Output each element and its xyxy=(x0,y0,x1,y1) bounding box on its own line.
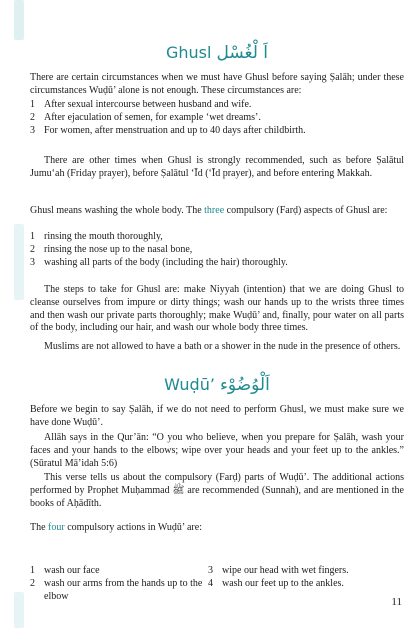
list-item xyxy=(30,244,404,257)
list-text: wash our feet up to the ankles. xyxy=(222,577,344,589)
list-number: 3 xyxy=(208,565,213,576)
page-edge-tab xyxy=(14,592,24,628)
list-number: 4 xyxy=(208,577,213,589)
ghusl-aspects-list xyxy=(30,231,404,269)
ghusl-steps: The steps to take for Ghusl are: make Niyyah (intention) that we are doing Ghusl to cleanse ourselves from impure or dirty things; wash our hands up to the wrists three times and then wash our private parts thoroughly; make Wuḍū’ and, finally, pour water on all parts of the body, including our hair, and wash our whole body three times. xyxy=(30,284,404,334)
list-text: wash our face xyxy=(44,565,100,576)
ghusl-heading-text: Ghusl xyxy=(165,43,212,62)
actions-highlight: four xyxy=(48,522,65,533)
list-text: wipe our head with wet fingers. xyxy=(222,565,349,576)
page-edge-tab xyxy=(14,224,24,300)
list-text: washing all parts of the body (including the hair) thoroughly. xyxy=(44,256,288,268)
list-number: 2 xyxy=(30,243,35,255)
list-item xyxy=(30,257,404,270)
wudu-sunnah-note: This verse tells us about the compulsory (Farḍ) parts of Wuḍū’. The additional actions performed by Prophet Muḥammad ﷺ are recommended (Sunnah), and are mentioned in the books of Aḥādīth. xyxy=(30,472,404,509)
wudu-actions-list xyxy=(30,565,404,603)
ghusl-recommended: There are other times when Ghusl is strongly recommended, such as before Ṣalātul Jumu‘ah (Friday prayer), before Ṣalātul ‘Īd (‘Īd prayer), and before entering Makkah. xyxy=(30,155,404,179)
ghusl-nude-rule: Muslims are not allowed to have a bath or a shower in the nude in the presence of others. xyxy=(44,341,401,352)
list-text: rinsing the nose up to the nasal bone, xyxy=(44,243,193,255)
wudu-heading-text: Wuḍū’ xyxy=(164,375,215,394)
page-number: 11 xyxy=(391,596,402,608)
list-number: 2 xyxy=(30,111,35,123)
list-text: For women, after menstruation and up to 40 days after childbirth. xyxy=(44,124,306,136)
aspects-highlight: three xyxy=(204,205,225,216)
list-text: rinsing the mouth thoroughly, xyxy=(44,231,163,242)
list-text: After sexual intercourse between husband and wife. xyxy=(44,99,252,110)
list-number: 1 xyxy=(30,565,35,576)
aspects-post: compulsory (Farḍ) aspects of Ghusl are: xyxy=(226,205,388,216)
wudu-heading xyxy=(30,372,404,398)
ghusl-circumstances-list xyxy=(30,99,404,137)
list-item xyxy=(30,578,208,604)
list-number: 1 xyxy=(30,99,35,110)
list-number: 3 xyxy=(30,256,35,268)
wudu-actions-intro xyxy=(30,522,404,535)
wudu-intro: Before we begin to say Ṣalāh, if we do not need to perform Ghusl, we must make sure we have done Wuḍū’. xyxy=(30,404,404,428)
aspects-pre: Ghusl means washing the whole body. The xyxy=(30,205,202,216)
list-text: wash our arms from the hands up to the elbow xyxy=(44,577,203,602)
list-number: 1 xyxy=(30,231,35,242)
list-item xyxy=(30,112,404,125)
list-item xyxy=(30,99,404,112)
page-edge-tab xyxy=(14,0,24,40)
wudu-quran-quote: Allāh says in the Qur’ān: “O you who believe, when you prepare for Ṣalāh, wash your faces and your hands to the elbows; wipe over your heads and your feet up to the ankles.” (Sūratul Mā’idah 5:6) xyxy=(30,432,404,469)
list-number: 3 xyxy=(30,124,35,136)
list-item xyxy=(30,231,404,244)
ghusl-heading-arabic: اَ لْغُسْل xyxy=(216,43,269,63)
actions-pre: The xyxy=(30,522,46,533)
ghusl-aspects-intro xyxy=(30,205,404,218)
list-text: After ejaculation of semen, for example ‘wet dreams’. xyxy=(44,111,261,123)
ghusl-intro: There are certain circumstances when we must have Ghusl before saying Ṣalāh; under these circumstances Wuḍū’ alone is not enough. These circumstances are: xyxy=(30,72,404,96)
list-item xyxy=(208,565,404,578)
list-item xyxy=(208,578,404,604)
actions-post: compulsory actions in Wuḍū’ are: xyxy=(67,522,202,533)
list-item xyxy=(30,565,208,578)
ghusl-heading xyxy=(30,40,404,66)
list-item xyxy=(30,125,404,138)
wudu-heading-arabic: اَلْوُضُوْء xyxy=(219,375,270,395)
list-number: 2 xyxy=(30,577,35,589)
